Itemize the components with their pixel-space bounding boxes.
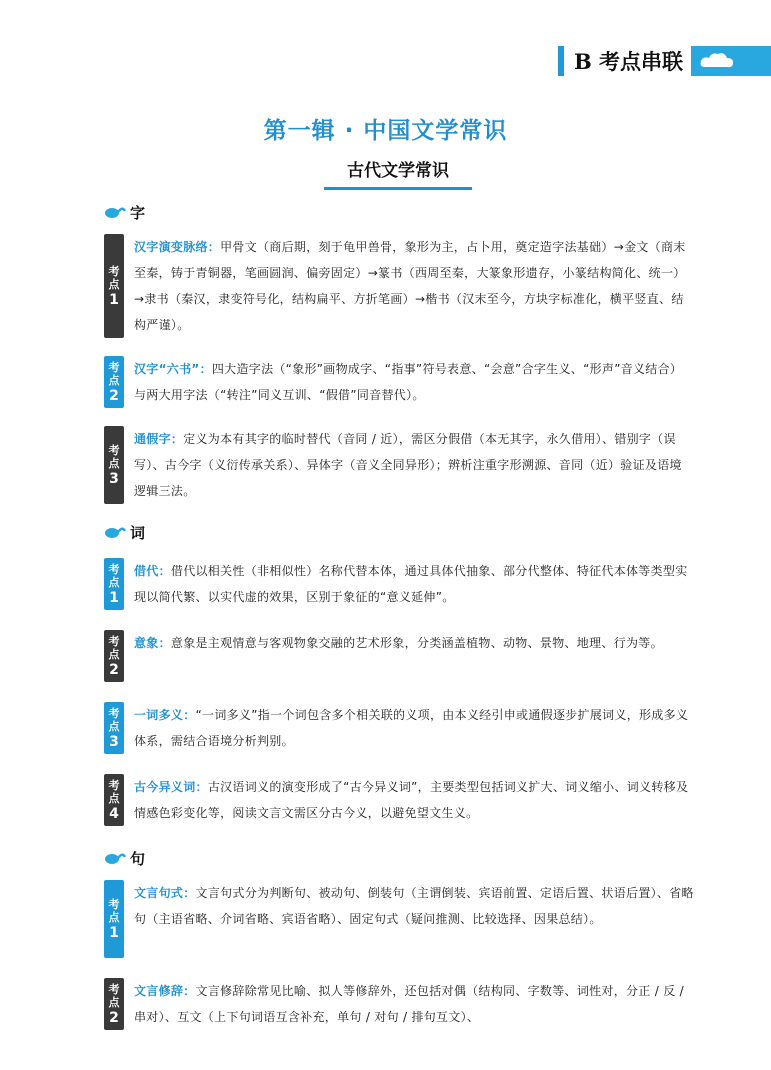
kaodian-badge: 考 点 2: [104, 978, 124, 1030]
page-title: 第一辑 · 中国文学常识: [263, 118, 508, 144]
section-header: [558, 44, 771, 78]
kaodian-badge: 考 点 3: [104, 426, 124, 504]
list-item: 考 点 2 意象：意象是主观情意与客观物象交融的艺术形象，分类涵盖植物、动物、景物、地理、行为等。: [104, 630, 694, 682]
kaodian-badge: 考 点 3: [104, 702, 124, 754]
list-item: 考 点 1 文言句式：文言句式分为判断句、被动句、倒装句（主谓倒装、宾语前置、定语后置、状语后置）、省略句（主语省略、介词省略、宾语省略）、固定句式（疑问推测、比较选择、因果总结）。: [104, 880, 694, 958]
list-item: 考 点 2 汉字“六书”：四大造字法（“象形”画物成字、“指事”符号表意、“会意”合字生义、“形声”音义结合）与两大用字法（“转注”同义互训、“假借”同音替代）。: [104, 356, 694, 408]
kaodian-badge: 考 点 1: [104, 880, 124, 958]
kaodian-badge: 考 点 2: [104, 630, 124, 682]
section-icon: [104, 203, 126, 221]
section-icon: [104, 523, 126, 541]
header-accent-bar: [558, 46, 564, 76]
list-item: 考 点 3 通假字：定义为本有其字的临时替代（音同 / 近），需区分假借（本无其字，永久借用）、错别字（误写）、古今字（义衍传承关系）、异体字（音义全同异形）；辨析注重字形溯源、音同（近）验证及语境逻辑三法。: [104, 426, 694, 504]
page-subtitle: 古代文学常识: [324, 156, 472, 190]
kaodian-badge: 考 点 4: [104, 774, 124, 826]
list-item: 考 点 1 汉字演变脉络：甲骨文（商后期，刻于龟甲兽骨，象形为主，占卜用，奠定造字法基础）→金文（商末至秦，铸于青铜器，笔画圆润、偏旁固定）→篆书（西周至秦，大篆象形遗存，小篆结构简化、统一）→隶书（秦汉，隶变符号化，结构扁平、方折笔画）→楷书（汉末至今，方块字标准化，横平竖直、结构严谨）。: [104, 234, 694, 338]
section-heading-ju: 句: [104, 846, 145, 870]
header-label: B 考点串联: [573, 49, 683, 74]
kaodian-badge: 考 点 2: [104, 356, 124, 408]
kaodian-badge: 考 点 1: [104, 558, 124, 610]
list-item: 考 点 2 文言修辞：文言修辞除常见比喻、拟人等修辞外，还包括对偶（结构同、字数等、词性对，分正 / 反 / 串对）、互文（上下句词语互含补充，单句 / 对句 / 排句互文）、: [104, 978, 694, 1030]
section-icon: [104, 849, 126, 867]
cloud-badge-icon: [691, 46, 771, 76]
kaodian-badge: 考 点 1: [104, 234, 124, 338]
section-heading-zi: 字: [104, 200, 145, 224]
section-heading-ci: 词: [104, 520, 145, 544]
list-item: 考 点 1 借代：借代以相关性（非相似性）名称代替本体，通过具体代抽象、部分代整体、特征代本体等类型实现以简代繁、以实代虚的效果，区别于象征的“意义延伸”。: [104, 558, 694, 610]
list-item: 考 点 4 古今异义词：古汉语词义的演变形成了“古今异义词”，主要类型包括词义扩大、词义缩小、词义转移及情感色彩变化等，阅读文言文需区分古今义，以避免望文生义。: [104, 774, 694, 826]
list-item: 考 点 3 一词多义：“一词多义”指一个词包含多个相关联的义项，由本义经引申或通假逐步扩展词义，形成多义体系，需结合语境分析判别。: [104, 702, 694, 754]
